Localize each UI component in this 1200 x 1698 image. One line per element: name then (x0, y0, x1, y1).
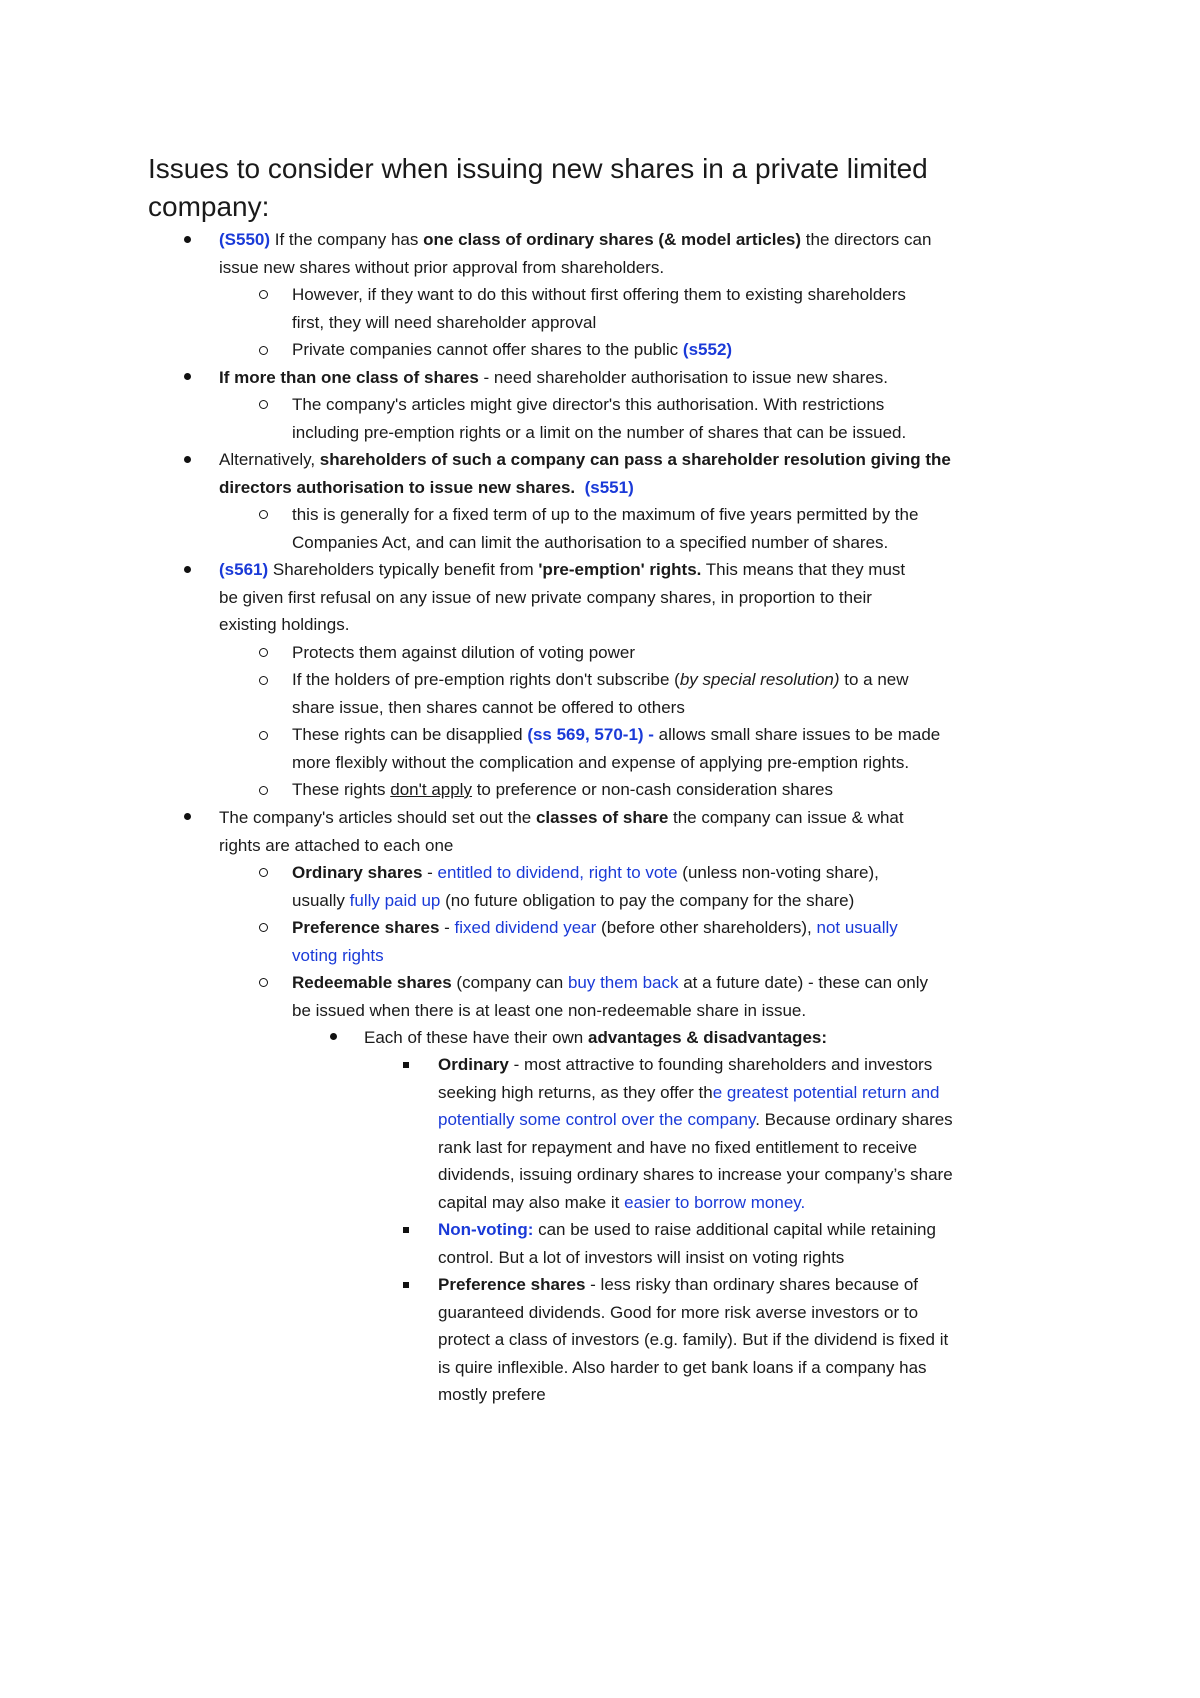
level4-item-preference: Preference shares - less risky than ordinary shares because of guaranteed dividends. Good for more risk averse investors or to protect a class of investors (e.g. family). But if the dividend is fixed it is quire inflexible. Also harder to get bank loans if a company has mostly prefere (438, 1275, 949, 1404)
square-bullet-marker (403, 1227, 409, 1233)
sub-bullet-marker (259, 676, 268, 685)
square-bullet-marker (403, 1062, 409, 1068)
sub-bullet-preference-shares: Preference shares - fixed dividend year (before other shareholders), not usually voting rights (292, 918, 898, 965)
bullet-item-s551: Alternatively, shareholders of such a company can pass a shareholder resolution giving the directors authorisation to issue new shares. (s551) (219, 450, 951, 497)
sub-bullet-marker (259, 923, 268, 932)
sub-bullet-item: These rights don't apply to preference or non-cash consideration shares (292, 780, 833, 799)
sub-bullet-marker (259, 731, 268, 740)
bullet-marker (184, 566, 191, 573)
sub-bullet-item: However, if they want to do this without first offering them to existing shareholders first, they will need shareholder approval (292, 285, 906, 332)
sub-bullet-marker (259, 648, 268, 657)
sub-bullet-marker (259, 290, 268, 299)
bullet-marker (184, 456, 191, 463)
bullet-marker-level3 (330, 1033, 337, 1040)
title-line-1: Issues to consider when issuing new shares in a private limited (148, 153, 928, 184)
bullet-item-classes-of-share: The company's articles should set out the classes of share the company can issue & what rights are attached to each one (219, 808, 904, 855)
sub-bullet-ordinary-shares: Ordinary shares - entitled to dividend, right to vote (unless non-voting share), usually fully paid up (no future obligation to pay the company for the share) (292, 863, 879, 910)
bullet-marker (184, 813, 191, 820)
sub-bullet-marker (259, 400, 268, 409)
square-bullet-marker (403, 1282, 409, 1288)
sub-bullet-marker (259, 978, 268, 987)
sub-bullet-marker (259, 786, 268, 795)
sub-bullet-item: The company's articles might give director's this authorisation. With restrictions including pre-emption rights or a limit on the number of shares that can be issued. (292, 395, 907, 442)
sub-bullet-marker (259, 346, 268, 355)
bullet-item-multiple-classes: If more than one class of shares - need shareholder authorisation to issue new shares. (219, 368, 888, 387)
level4-item-non-voting: Non-voting: can be used to raise additional capital while retaining control. But a lot of investors will insist on voting rights (438, 1220, 936, 1267)
sub-bullet-redeemable-shares: Redeemable shares (company can buy them back at a future date) - these can only be issued when there is at least one non-redeemable share in issue. (292, 973, 928, 1020)
sub-bullet-item: These rights can be disapplied (ss 569, 570-1) - allows small share issues to be made more flexibly without the complication and expense of applying pre-emption rights. (292, 725, 941, 772)
level3-item-advantages: Each of these have their own advantages & disadvantages: (364, 1028, 828, 1047)
bullet-marker (184, 236, 191, 243)
sub-bullet-item: this is generally for a fixed term of up to the maximum of five years permitted by the Companies Act, and can limit the authorisation to a specified number of shares. (292, 505, 919, 552)
sub-bullet-item: Protects them against dilution of voting power (292, 643, 636, 662)
sub-bullet-item: If the holders of pre-emption rights don't subscribe (by special resolution) to a new share issue, then shares cannot be offered to others (292, 670, 909, 717)
title-line-2: company: (148, 191, 270, 222)
bullet-marker (184, 373, 191, 380)
level4-item-ordinary: Ordinary - most attractive to founding shareholders and investors seeking high returns, as they offer the greatest potential return and potentially some control over the company. Because ordinary shares rank last for repayment and have no fixed entitlement to receive dividends, issuing ordinary shares to increase your company’s share capital may also make it easier to borrow money. (438, 1055, 953, 1212)
bullet-item-s550: (S550) If the company has one class of ordinary shares (& model articles) the directors can issue new shares without prior approval from shareholders. (219, 230, 932, 277)
document-title (148, 150, 1048, 226)
sub-bullet-marker (259, 868, 268, 877)
sub-bullet-marker (259, 510, 268, 519)
bullet-item-s561: (s561) Shareholders typically benefit from 'pre-emption' rights. This means that they must be given first refusal on any issue of new private company shares, in proportion to their existing holdings. (219, 560, 906, 634)
sub-bullet-item: Private companies cannot offer shares to the public (s552) (292, 340, 733, 359)
